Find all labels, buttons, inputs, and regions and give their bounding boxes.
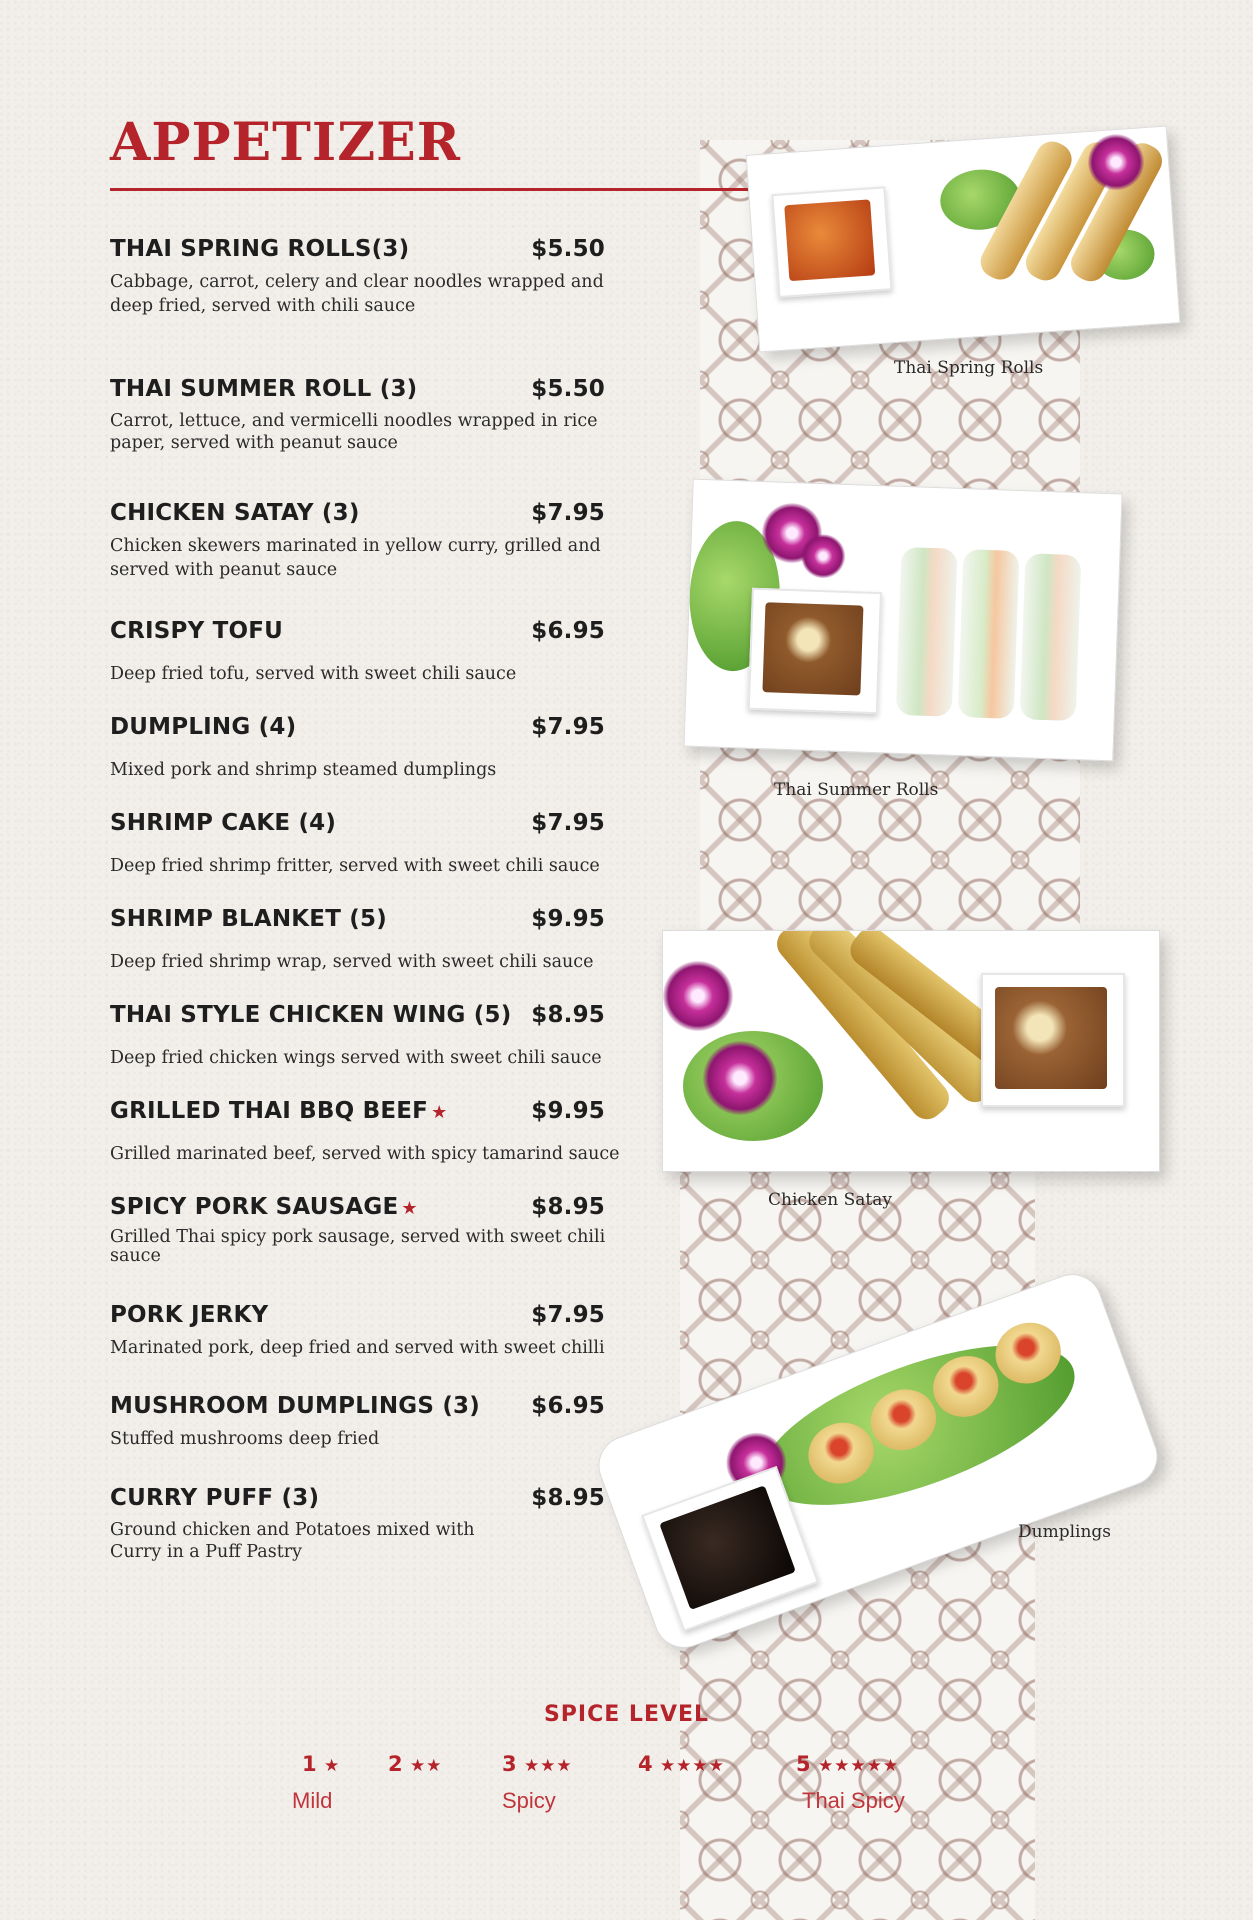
item-description: Grilled marinated beef, served with spicy tamarind sauce — [110, 1144, 620, 1164]
item-name: MUSHROOM DUMPLINGS (3) — [110, 1393, 480, 1419]
menu-item — [110, 500, 610, 582]
spicy-star-icon: ★ — [431, 1102, 448, 1123]
item-description: Carrot, lettuce, and vermicelli noodles wrapped in rice paper, served with peanut sauce — [110, 411, 598, 453]
item-name: THAI SPRING ROLLS(3) — [110, 236, 410, 262]
title-divider — [110, 188, 750, 191]
star-icon: ★ — [323, 1756, 341, 1776]
photo-chicken-satay — [662, 930, 1160, 1172]
spice-level-2: 2 ★★ — [388, 1752, 443, 1776]
spice-level-5: 5 ★★★★★ — [796, 1752, 900, 1776]
item-name: SHRIMP CAKE (4) — [110, 810, 337, 836]
item-description: Grilled Thai spicy pork sausage, served with sweet chili sauce — [110, 1227, 606, 1266]
menu-item — [110, 810, 610, 878]
menu-item — [110, 1002, 610, 1070]
menu-item — [110, 1098, 620, 1166]
menu-item — [110, 376, 610, 454]
item-description: Deep fried chicken wings served with sweet chili sauce — [110, 1048, 602, 1068]
star-icon: ★★ — [409, 1756, 443, 1776]
item-price: $5.50 — [531, 376, 605, 402]
peanut-sauce — [995, 987, 1107, 1089]
peanut-sauce — [762, 602, 863, 695]
spice-level-title: SPICE LEVEL — [543, 1702, 710, 1727]
menu-item — [110, 618, 610, 686]
menu-item — [110, 236, 610, 318]
item-name: GRILLED THAI BBQ BEEF ★ — [110, 1098, 448, 1124]
spicy-star-icon: ★ — [401, 1198, 418, 1219]
item-price: $7.95 — [531, 500, 605, 526]
photo-caption: Thai Spring Rolls — [894, 358, 1044, 378]
item-name: PORK JERKY — [110, 1302, 269, 1328]
item-price: $9.95 — [531, 1098, 605, 1124]
item-price: $8.95 — [531, 1485, 605, 1511]
item-name: THAI STYLE CHICKEN WING (5) — [110, 1002, 512, 1028]
item-description: Cabbage, carrot, celery and clear noodles wrapped and deep fried, served with chili sauce — [110, 272, 604, 316]
item-description: Mixed pork and shrimp steamed dumplings — [110, 760, 497, 780]
photo-caption: Chicken Satay — [768, 1190, 892, 1210]
item-name: CURRY PUFF (3) — [110, 1485, 320, 1511]
summer-roll — [896, 547, 958, 717]
item-price: $6.95 — [531, 618, 605, 644]
photo-caption: Thai Summer Rolls — [774, 780, 939, 800]
item-name: THAI SUMMER ROLL (3) — [110, 376, 418, 402]
menu-item — [110, 1485, 610, 1563]
spice-level-3: 3 ★★★ — [502, 1752, 573, 1776]
summer-roll — [958, 549, 1020, 719]
item-price: $7.95 — [531, 714, 605, 740]
menu-item — [110, 906, 610, 974]
orchid-garnish — [800, 533, 846, 579]
item-description: Chicken skewers marinated in yellow curry, grilled and served with peanut sauce — [110, 536, 601, 580]
menu-item — [110, 714, 610, 782]
item-price: $6.95 — [531, 1393, 605, 1419]
spice-label-spicy: Spicy — [502, 1788, 556, 1813]
star-icon: ★★★★ — [659, 1756, 725, 1776]
item-price: $8.95 — [531, 1194, 605, 1220]
star-icon: ★★★ — [523, 1756, 573, 1776]
spice-level-4: 4 ★★★★ — [638, 1752, 725, 1776]
item-price: $9.95 — [531, 906, 605, 932]
item-name: SHRIMP BLANKET (5) — [110, 906, 387, 932]
item-name: SPICY PORK SAUSAGE ★ — [110, 1194, 418, 1220]
orchid-garnish — [703, 1041, 777, 1115]
spice-label-thai-spicy: Thai Spicy — [802, 1788, 905, 1813]
item-price: $8.95 — [531, 1002, 605, 1028]
item-price: $7.95 — [531, 1302, 605, 1328]
photo-caption: Dumplings — [1018, 1522, 1112, 1542]
spice-label-mild: Mild — [292, 1788, 333, 1813]
section-title: APPETIZER — [110, 112, 462, 173]
item-description: Deep fried shrimp fritter, served with sweet chili sauce — [110, 856, 600, 876]
menu-item — [110, 1302, 610, 1360]
summer-roll — [1020, 553, 1082, 721]
item-price: $7.95 — [531, 810, 605, 836]
photo-summer-rolls — [683, 479, 1122, 762]
item-description: Stuffed mushrooms deep fried — [110, 1429, 380, 1449]
item-name: CHICKEN SATAY (3) — [110, 500, 360, 526]
spice-level-1: 1 ★ — [302, 1752, 341, 1776]
item-description: Deep fried tofu, served with sweet chili sauce — [110, 664, 517, 684]
orchid-garnish — [663, 961, 733, 1031]
menu-item — [110, 1393, 610, 1451]
item-description: Ground chicken and Potatoes mixed with Curry in a Puff Pastry — [110, 1520, 475, 1562]
item-description: Deep fried shrimp wrap, served with sweet chili sauce — [110, 952, 594, 972]
item-name: DUMPLING (4) — [110, 714, 297, 740]
item-price: $5.50 — [531, 236, 605, 262]
photo-spring-rolls — [746, 126, 1181, 353]
item-name: CRISPY TOFU — [110, 618, 284, 644]
item-description: Marinated pork, deep fried and served with sweet chilli — [110, 1338, 605, 1358]
menu-item — [110, 1194, 610, 1266]
star-icon: ★★★★★ — [817, 1756, 900, 1776]
chili-sauce — [784, 199, 875, 281]
